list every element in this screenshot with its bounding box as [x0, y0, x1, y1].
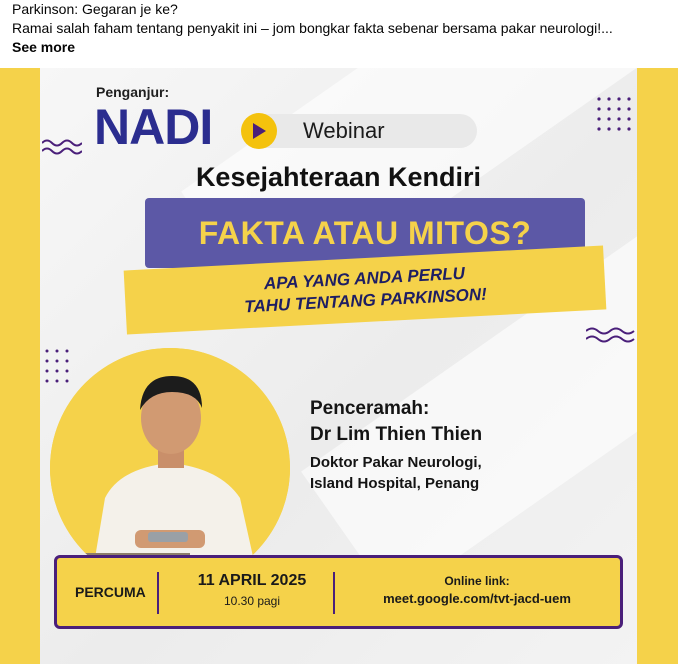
play-icon [241, 113, 277, 149]
footer-divider [333, 572, 335, 614]
event-date: 11 APRIL 2025 [197, 572, 307, 589]
poster-canvas [40, 68, 637, 664]
squiggle-decoration-icon [586, 326, 636, 344]
dots-decoration-icon [596, 96, 636, 132]
poster-headline: Kesejahteraan Kendiri [195, 162, 482, 192]
post-caption-line-2: Ramai salah faham tentang penyakit ini – jom bongkar fakta sebenar bersama pakar neurologi!... [12, 20, 613, 36]
event-details-bar [54, 555, 623, 629]
webinar-poster-image[interactable] [0, 68, 678, 664]
webinar-label: Webinar [303, 118, 385, 143]
speaker-name: Dr Lim Thien Thien [310, 424, 483, 445]
event-date-block [177, 572, 327, 608]
event-time: 10.30 pagi [223, 594, 281, 608]
nadi-logo: NADI [94, 99, 213, 155]
organizer-label: Penganjur: [96, 84, 170, 100]
speaker-info [310, 398, 482, 494]
speaker-affiliation: Island Hospital, Penang [310, 475, 480, 492]
online-link-block [357, 574, 597, 606]
see-more-link[interactable]: See more [12, 39, 76, 55]
speaker-label: Penceramah: [310, 398, 430, 419]
squiggle-decoration-icon [42, 138, 82, 156]
speaker-title: Doktor Pakar Neurologi, [310, 454, 482, 471]
speaker-illustration-icon [50, 348, 290, 588]
online-link-url[interactable]: meet.google.com/tvt-jacd-uem [383, 591, 571, 606]
main-banner-text: FAKTA ATAU MITOS? [198, 214, 532, 251]
post-caption [12, 0, 672, 57]
speaker-photo [50, 348, 290, 588]
online-link-label: Online link: [444, 574, 510, 588]
post-caption-line-1: Parkinson: Gegaran je ke? [12, 1, 178, 17]
footer-divider [157, 572, 159, 614]
sub-banner-line-1: APA YANG ANDA PERLU [263, 263, 466, 294]
price-label: PERCUMA [75, 584, 146, 600]
sub-banner-line-2: TAHU TENTANG PARKINSON! [243, 284, 488, 317]
webinar-pill [245, 114, 477, 148]
